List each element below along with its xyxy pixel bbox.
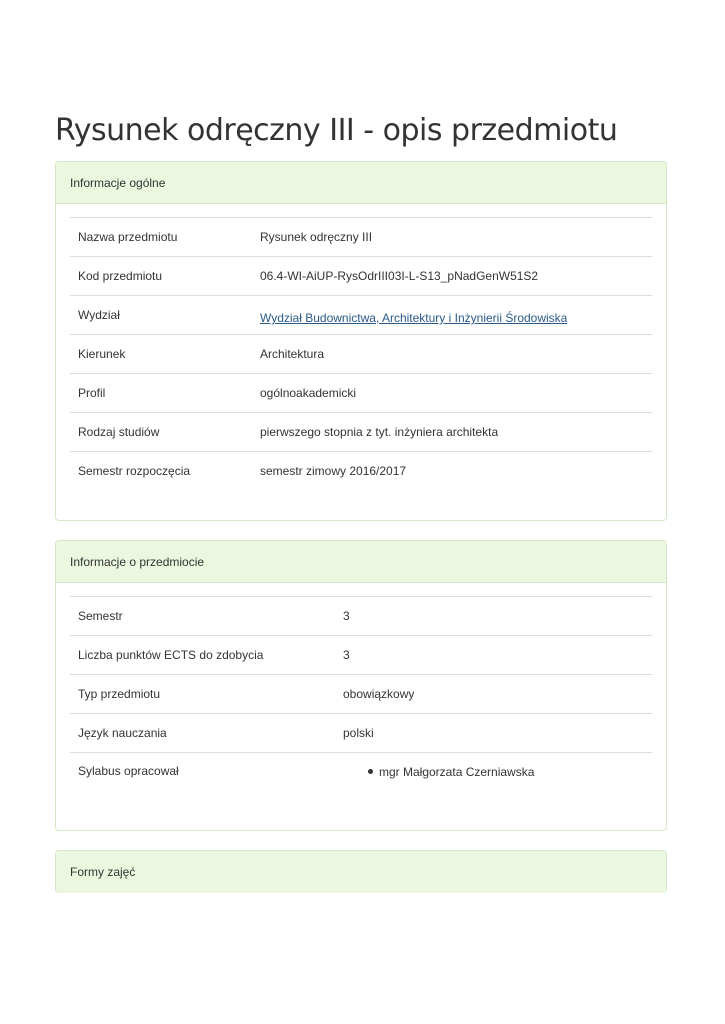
table-row [70, 257, 652, 296]
general-info-heading: Informacje ogólne [56, 162, 666, 204]
forms-panel [55, 850, 667, 893]
general-info-table [70, 217, 652, 490]
row-value: obowiązkowy [335, 675, 652, 714]
row-value: semestr zimowy 2016/2017 [252, 452, 652, 491]
table-row [70, 636, 652, 675]
list-item [371, 759, 644, 779]
row-label: Kierunek [70, 335, 252, 374]
author-name: mgr Małgorzata Czerniawska [379, 765, 535, 779]
row-value [335, 753, 652, 803]
row-label: Profil [70, 374, 252, 413]
row-label: Semestr rozpoczęcia [70, 452, 252, 491]
row-value: Architektura [252, 335, 652, 374]
author-list [343, 759, 644, 779]
row-value [252, 296, 652, 335]
general-info-panel [55, 161, 667, 521]
table-row [70, 597, 652, 636]
row-value: polski [335, 714, 652, 753]
row-label: Wydział [70, 296, 252, 335]
subject-info-table [70, 596, 652, 802]
row-value: 3 [335, 597, 652, 636]
table-row [70, 753, 652, 803]
row-value: 06.4-WI-AiUP-RysOdrIII03I-L-S13_pNadGenW51S2 [252, 257, 652, 296]
row-value: ogólnoakademicki [252, 374, 652, 413]
bullet-icon [368, 769, 373, 774]
table-row [70, 218, 652, 257]
forms-heading: Formy zajęć [56, 851, 666, 893]
row-label: Język nauczania [70, 714, 335, 753]
table-row [70, 675, 652, 714]
row-label: Kod przedmiotu [70, 257, 252, 296]
table-row [70, 296, 652, 335]
row-label: Typ przedmiotu [70, 675, 335, 714]
table-row [70, 452, 652, 491]
row-value: pierwszego stopnia z tyt. inżyniera architekta [252, 413, 652, 452]
table-row [70, 413, 652, 452]
row-label: Nazwa przedmiotu [70, 218, 252, 257]
table-row [70, 374, 652, 413]
page-title: Rysunek odręczny III - opis przedmiotu [55, 113, 618, 148]
subject-info-heading: Informacje o przedmiocie [56, 541, 666, 583]
row-label: Sylabus opracował [70, 753, 335, 803]
row-value: Rysunek odręczny III [252, 218, 652, 257]
row-label: Rodzaj studiów [70, 413, 252, 452]
subject-info-panel [55, 540, 667, 831]
table-row [70, 714, 652, 753]
row-value: 3 [335, 636, 652, 675]
table-row [70, 335, 652, 374]
row-label: Liczba punktów ECTS do zdobycia [70, 636, 335, 675]
row-label: Semestr [70, 597, 335, 636]
department-link[interactable]: Wydział Budownictwa, Architektury i Inżynierii Środowiska [260, 311, 568, 325]
